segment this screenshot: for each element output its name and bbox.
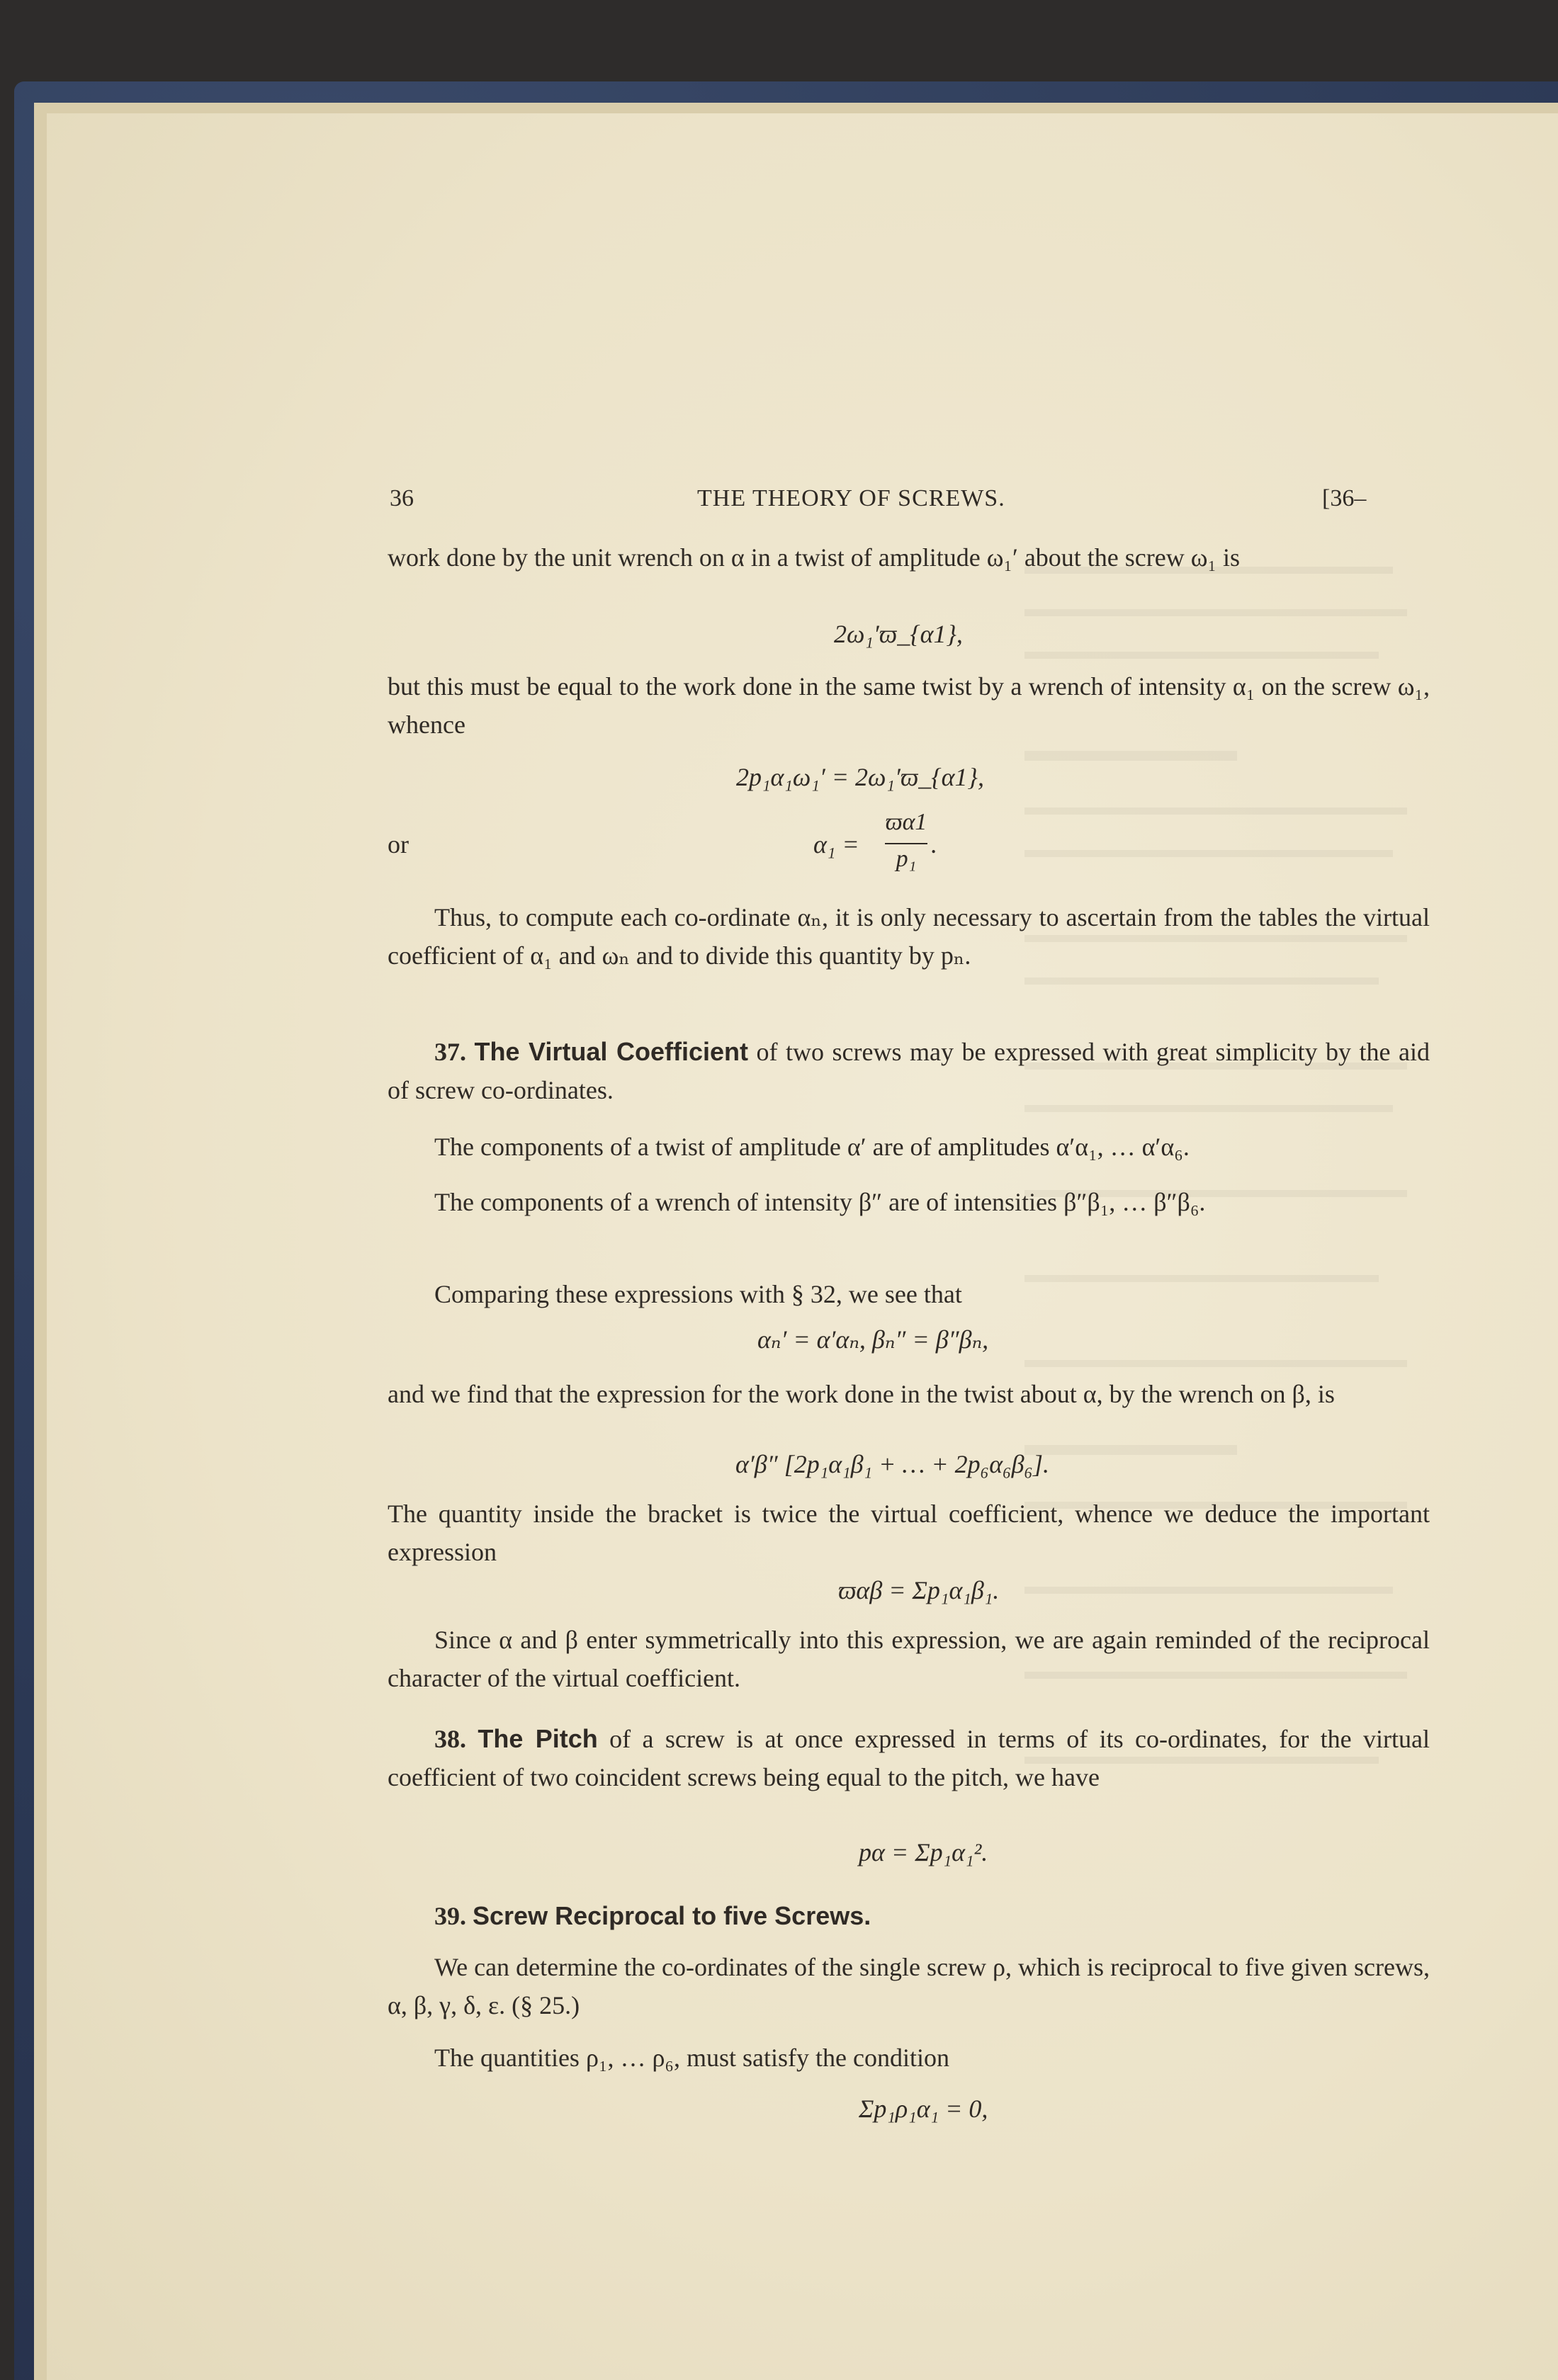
section-38: [388, 1720, 1430, 1796]
paragraph-work-done: work done by the unit wrench on α in a twist of amplitude ω₁′ about the screw ω₁ is: [388, 543, 1240, 572]
equation-3-end: .: [931, 830, 937, 858]
paragraph-bracket: The quantity inside the bracket is twice the virtual coefficient, whence we deduce the important expression: [388, 1500, 1430, 1566]
equation-7: pα = Σp₁α₁².: [859, 1838, 988, 1866]
running-title: THE THEORY OF SCREWS.: [697, 485, 1005, 511]
section-38-title: The Pitch: [478, 1724, 598, 1753]
section-39-heading: [388, 1897, 1430, 1935]
paragraph-compute-coordinate: Thus, to compute each co-ordinate αₙ, it is only necessary to ascertain from the tables the virtual coefficient of α₁ and ωₙ and to divide this quantity by pₙ.: [388, 903, 1430, 970]
equation-1: 2ω₁′ϖ_{α1},: [834, 620, 963, 648]
section-37-text: of two screws may be expressed with great simplicity by the aid of screw co-ordinates.: [388, 1038, 1430, 1104]
section-37-number: 37.: [434, 1038, 466, 1066]
or-label: or: [388, 830, 409, 858]
paragraph-symmetric: Since α and β enter symmetrically into this expression, we are again reminded of the reciprocal character of the virtual coefficient.: [388, 1626, 1430, 1692]
paragraph-expression-work: and we find that the expression for the work done in the twist about α, by the wrench on β, is: [388, 1380, 1335, 1408]
equation-5: α′β″ [2p₁α₁β₁ + … + 2p₆α₆β₆].: [735, 1450, 1050, 1478]
paragraph-twist-components: The components of a twist of amplitude α′ are of amplitudes α′α₁, … α′α₆.: [434, 1133, 1190, 1161]
paragraph-wrench-components: The components of a wrench of intensity β″ are of intensities β″β₁, … β″β₆.: [434, 1188, 1206, 1216]
section-38-text: of a screw is at once expressed in terms of its co-ordinates, for the virtual coefficient of two coincident screws being equal to the pitch, we have: [388, 1725, 1430, 1791]
equation-4: αₙ′ = α′αₙ, βₙ″ = β″βₙ,: [757, 1325, 989, 1354]
section-39-title: Screw Reciprocal to five Screws.: [473, 1901, 871, 1930]
page-number: 36: [390, 485, 414, 511]
paragraph-equal-work: but this must be equal to the work done in the same twist by a wrench of intensity α₁ on the screw ω₁, whence: [388, 672, 1430, 739]
equation-3-denominator: p₁: [896, 846, 917, 872]
paragraph-quantities: The quantities ρ₁, … ρ₆, must satisfy the condition: [434, 2044, 949, 2072]
section-38-number: 38.: [434, 1725, 466, 1753]
section-39-number: 39.: [434, 1902, 466, 1930]
equation-8: Σp₁ρ₁α₁ = 0,: [859, 2095, 988, 2123]
equation-6: ϖαβ = Σp₁α₁β₁.: [838, 1576, 1000, 1604]
fraction-bar: [885, 843, 927, 844]
paragraph-comparing: Comparing these expressions with § 32, we see that: [434, 1280, 962, 1308]
equation-3-lhs: α₁ =: [813, 830, 859, 858]
paragraph-reciprocal: We can determine the co-ordinates of the single screw ρ, which is reciprocal to five given screws, α, β, γ, δ, ε. (§ 25.): [388, 1953, 1430, 2019]
section-37-title: The Virtual Coefficient: [474, 1037, 748, 1066]
book-page: [47, 113, 1558, 2380]
equation-3-numerator: ϖα1: [885, 809, 927, 835]
section-marker: [36–: [1322, 485, 1367, 511]
equation-2: 2p₁α₁ω₁′ = 2ω₁′ϖ_{α1},: [736, 763, 984, 791]
section-37: [388, 1033, 1430, 1109]
